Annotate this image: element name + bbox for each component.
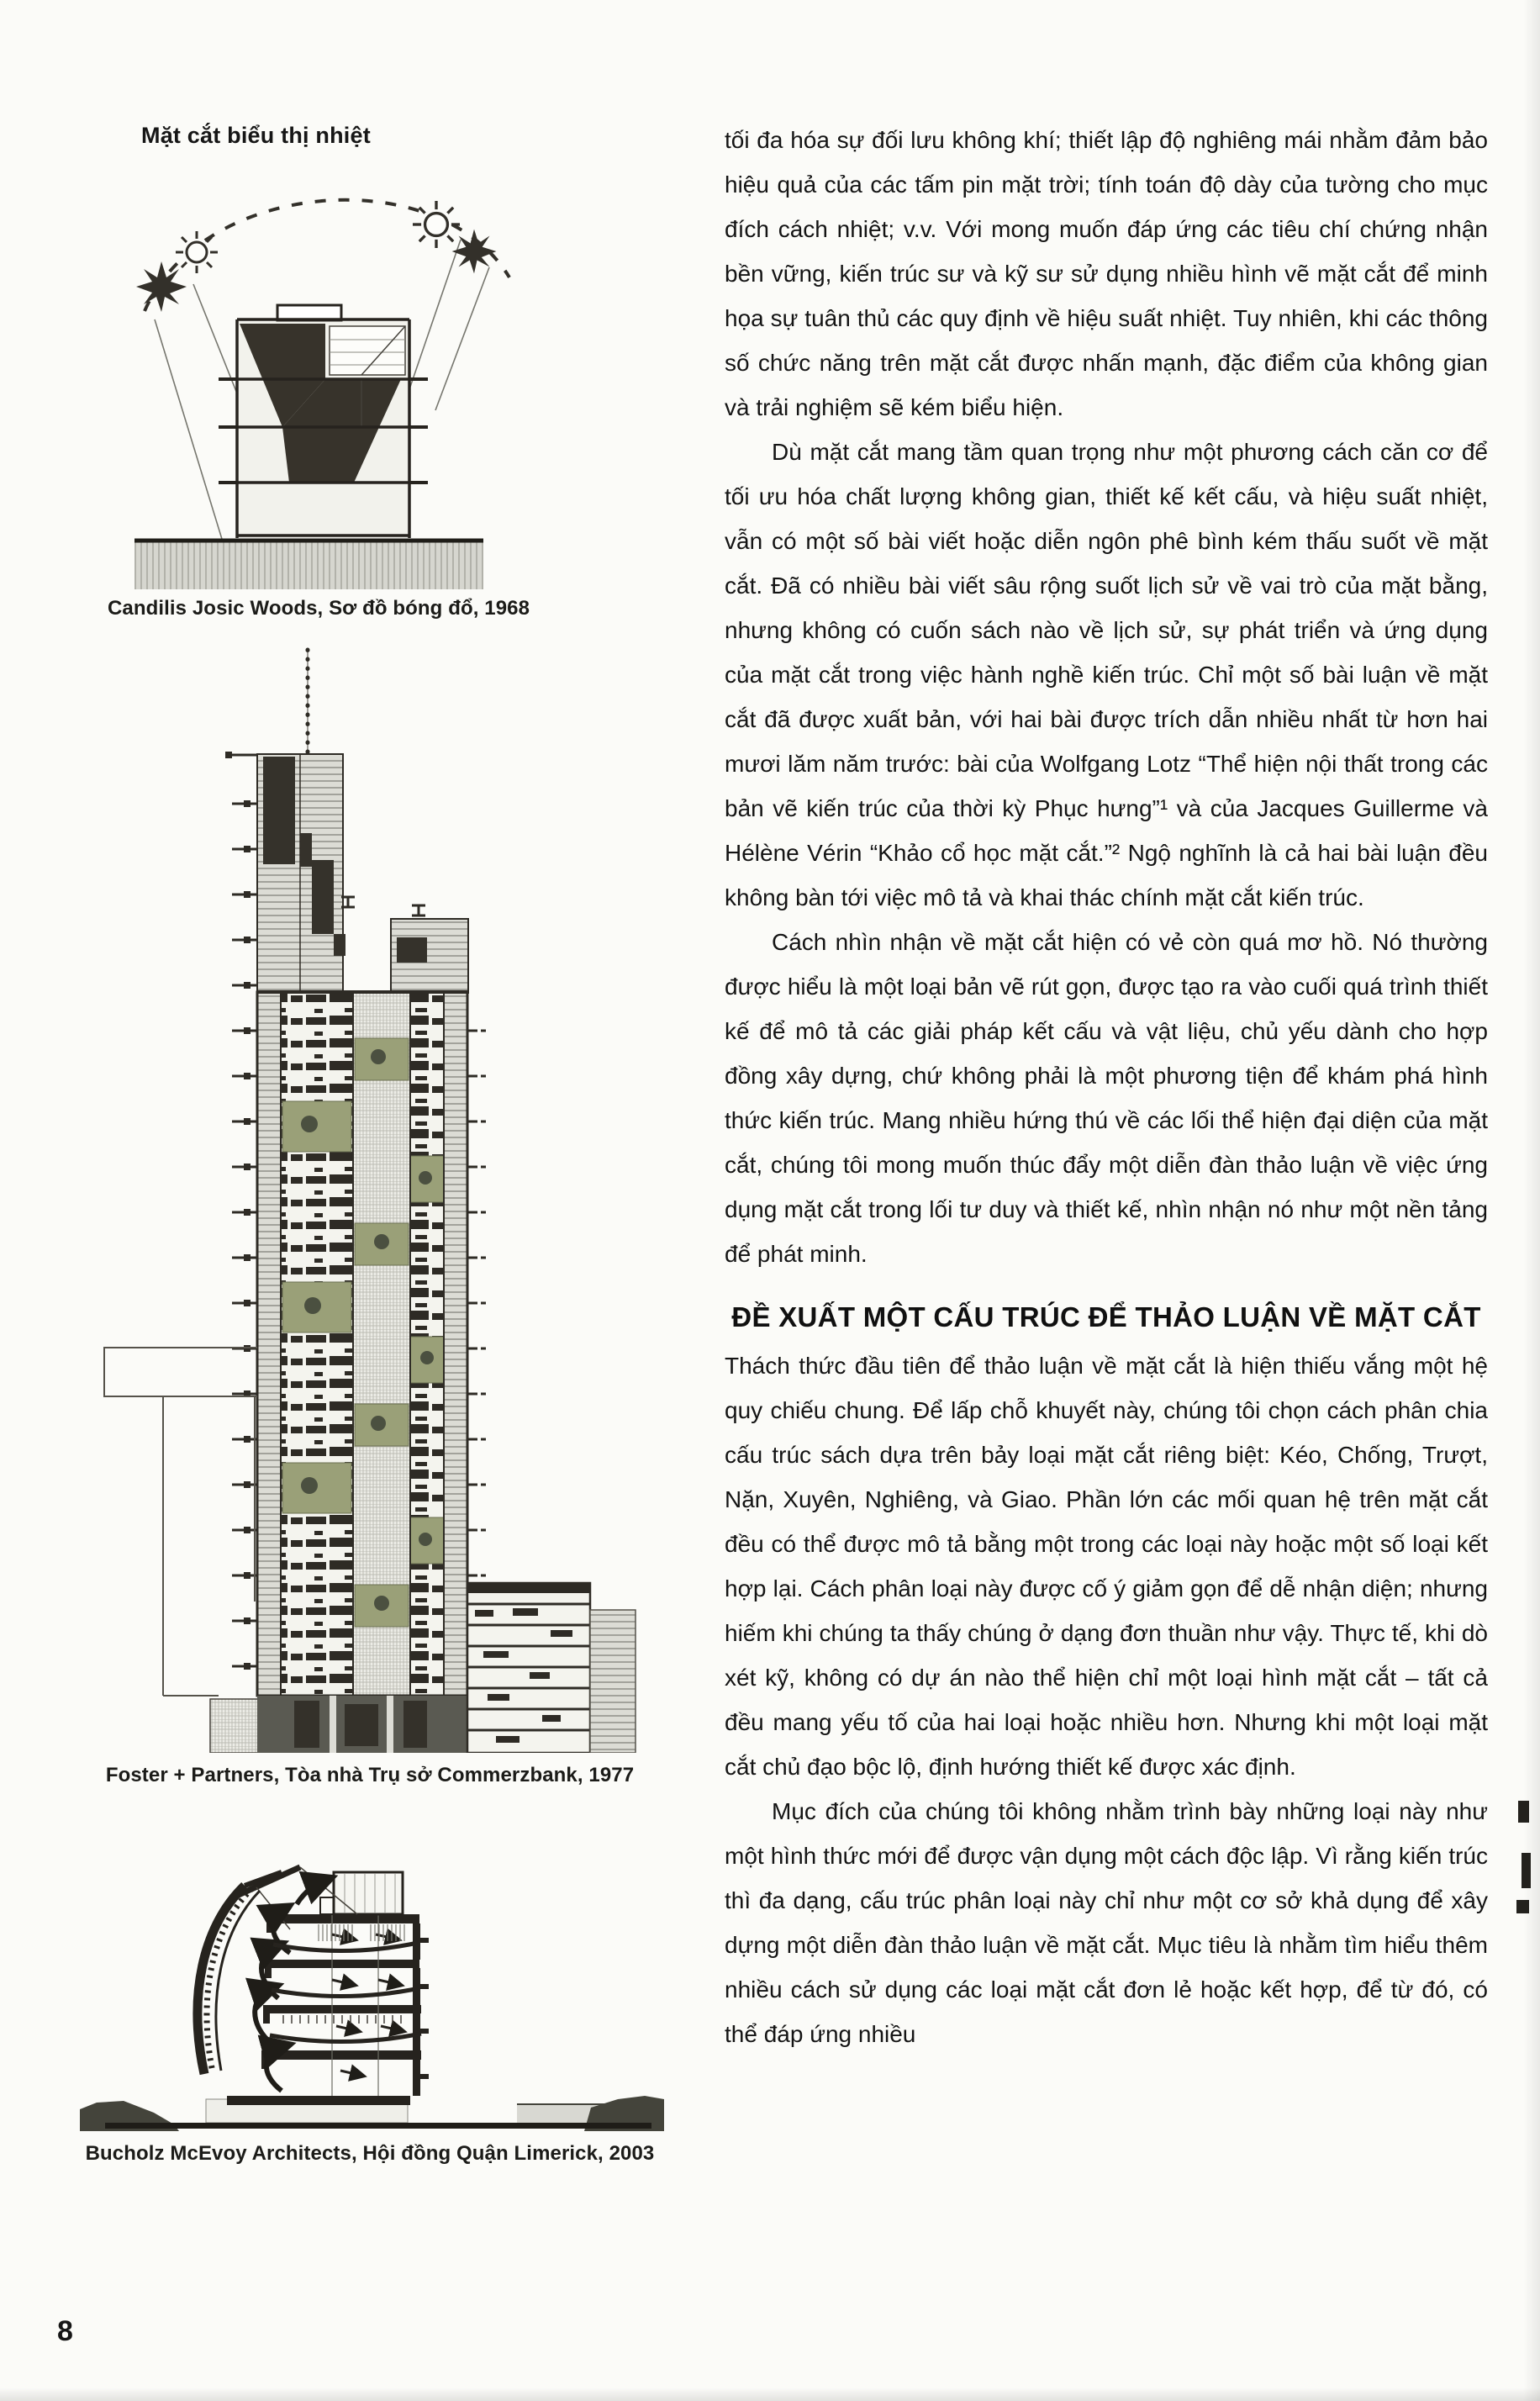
- thermal-section-drawing: [109, 158, 530, 593]
- ceiling-curves: [270, 1943, 421, 2042]
- sun-icon: [452, 230, 497, 274]
- body-paragraph: Cách nhìn nhận về mặt cắt hiện có vẻ còn quá mơ hồ. Nó thường được hiểu là một loại bản vẽ rút gọn, được tạo ra vào cuối quá trình thiết kế để mô tả các giải pháp kết cấu và vật liệu, chủ yếu dành cho hợp đồng xây dựng, chứ không phải là một phương tiện để khám phá hình thức kiến trúc. Mang nhiều hứng thú về các lối thể hiện đại diện của mặt cắt, chúng tôi mong muốn thúc đẩy một diễn đàn thảo luận về việc ứng dụng mặt cắt trong lối tư duy và thiết kế, nhìn nhận nó như một nền tảng để phát minh.: [725, 929, 1488, 1267]
- sun-icon: [413, 201, 460, 248]
- scan-edge-mark: [1518, 1801, 1529, 1823]
- page-bottom-shading: [0, 2388, 1540, 2401]
- section-heading: ĐỀ XUẤT MỘT CẤU TRÚC ĐỂ THẢO LUẬN VỀ MẶT CẮT: [731, 1301, 1481, 1332]
- crane-marks: [341, 897, 425, 916]
- sun-icon: [136, 261, 187, 312]
- body-paragraph: Dù mặt cắt mang tầm quan trọng như một phương cách căn cơ để tối ưu hóa chất lượng không gian, thiết kế kết cấu, và hiệu suất nhiệt, vẫn có một số bài viết hoặc diễn ngôn phê bình kém thấu suốt về mặt cắt. Đã có nhiều bài viết sâu rộng suốt lịch sử về vai trò của mặt bằng, nhưng không có cuốn sách nào về lịch sử, sự phát triển và ứng dụng của mặt cắt trong việc hành nghề kiến trúc. Chỉ một số bài luận về mặt cắt đã được xuất bản, với hai bài được trích dẫn nhiều nhất từ hơn hai mươi lăm năm trước: bài của Wolfgang Lotz “Thể hiện nội thất trong các bản vẽ kiến trúc của thời kỳ Phục hưng”¹ và của Jacques Guillerme và Hélène Vérin “Khảo cổ học mặt cắt.”² Ngộ nghĩnh là cả hai bài luận đều không bàn tới việc mô tả và khai thác chính mặt cắt kiến trúc.: [725, 439, 1488, 910]
- page-edge-shading: [1523, 0, 1540, 2401]
- scan-edge-mark: [1522, 1853, 1531, 1888]
- building-section: [219, 305, 428, 538]
- scan-edge-mark: [1516, 1900, 1529, 1913]
- hanging-louvres: [319, 1924, 404, 1941]
- body-paragraph: tối đa hóa sự đối lưu không khí; thiết lập độ nghiêng mái nhằm đảm bảo hiệu quả của các tấm pin mặt trời; tính toán độ dày của tường cho mục đích cách nhiệt; v.v. Với mong muốn đáp ứng các tiêu chí chứng nhận bền vững, kiến trúc sư và kỹ sư sử dụng nhiều hình vẽ mặt cắt để minh họa sự tuân thủ các quy định về hiệu suất nhiệt. Tuy nhiên, khi các thông số chức năng trên mặt cắt được nhấn mạnh, đặc điểm của không gian và trải nghiệm sẽ kém biểu hiện.: [725, 127, 1488, 420]
- figure3-caption: Bucholz McEvoy Architects, Hội đồng Quận Limerick, 2003: [85, 2142, 655, 2165]
- body-paragraph: Mục đích của chúng tôi không nhằm trình bày những loại này như một hình thức mới để được vận dụng một cách độc lập. Vì rằng kiến trúc thì đa dạng, cấu trúc phân loại này chỉ như một cơ sở khả dụng để xây dựng một diễn đàn thảo luận về mặt cắt. Mục tiêu là nhằm tìm hiểu thêm nhiều cách sử dụng các loại mặt cắt đơn lẻ hoặc kết hợp, để từ đó, có thể đáp ứng nhiều: [725, 1798, 1488, 2047]
- annex-building: [467, 1583, 636, 1753]
- article-body: [725, 118, 1488, 2056]
- ventilation-section-drawing: [80, 1854, 664, 2135]
- page-number: 8: [57, 2315, 73, 2347]
- tower-section-drawing: [92, 643, 647, 1753]
- tower-base: [257, 1696, 467, 1753]
- figure1-caption: Candilis Josic Woods, Sơ đồ bóng đổ, 1968: [107, 597, 530, 620]
- tower-body: [232, 992, 486, 1696]
- figure1-label: Mặt cắt biểu thị nhiệt: [141, 123, 371, 148]
- sun-icon: [176, 231, 218, 273]
- figure2-caption: Foster + Partners, Tòa nhà Trụ sở Commerzbank, 1977: [105, 1764, 635, 1786]
- ground-hatch: [134, 541, 483, 589]
- hanger-dots: [283, 2015, 401, 2024]
- body-paragraph: Thách thức đầu tiên để thảo luận về mặt cắt là hiện thiếu vắng một hệ quy chiếu chung. Để lấp chỗ khuyết này, chúng tôi chọn cách phân chia cấu trúc sách dựa trên bảy loại mặt cắt riêng biệt: Kéo, Chống, Trượt, Nặn, Xuyên, Nghiêng, và Giao. Phần lớn các mối quan hệ trên mặt cắt đều có thể được mô tả bằng một trong các loại này hoặc một số loại kết hợp lại. Cách phân loại này được cố ý giảm gọn để dễ nhận diện; nhưng hiếm khi chúng ta thấy chúng ở dạng đơn thuần như vậy. Thực tế, khi dò xét kỹ, không có dự án nào thể hiện chỉ một loại hình mặt cắt – tất cả đều mang yếu tố của hai loại hoặc nhiều hơn. Nhưng khi một loại mặt cắt chủ đạo bộc lộ, định hướng thiết kế được xác định.: [725, 1353, 1488, 1780]
